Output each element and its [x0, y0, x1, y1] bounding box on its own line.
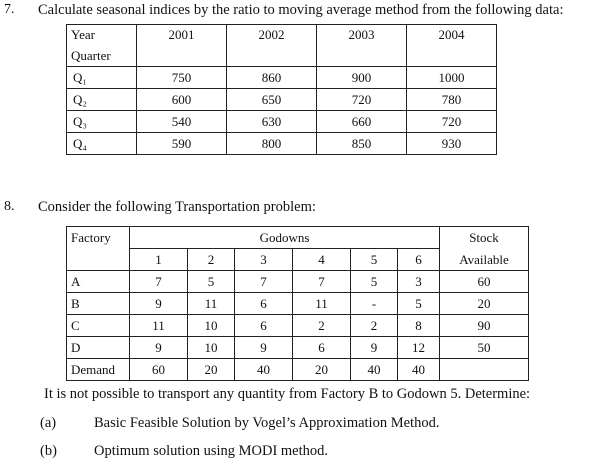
cost-cell: 11 [188, 293, 235, 315]
part-a-text: Basic Feasible Solution by Vogel’s Approximation Method. [94, 415, 440, 431]
constraint-note: It is not possible to transport any quantity from Factory B to Godown 5. Determine: [44, 386, 531, 402]
cost-cell: 12 [398, 337, 440, 359]
table-row [67, 315, 529, 337]
godown-number: 6 [398, 249, 440, 271]
question-8-number: 8. [4, 199, 15, 214]
value-cell: 800 [227, 133, 317, 155]
cost-cell: 8 [398, 315, 440, 337]
demand-cell: 20 [293, 359, 351, 381]
cost-cell: - [351, 293, 398, 315]
value-cell: 750 [137, 67, 227, 89]
godown-number: 3 [235, 249, 293, 271]
stock-header: Stock [440, 227, 529, 249]
table-row [67, 227, 529, 249]
cost-cell: 9 [130, 337, 188, 359]
godown-number: 5 [351, 249, 398, 271]
demand-cell: 60 [130, 359, 188, 381]
part-b-text: Optimum solution using MODI method. [94, 443, 329, 459]
cost-cell: 10 [188, 315, 235, 337]
value-cell: 630 [227, 111, 317, 133]
quarter-label: Q₄ [67, 133, 137, 155]
cost-cell: 9 [130, 293, 188, 315]
year-header: Year [67, 25, 137, 45]
cost-cell: 6 [235, 293, 293, 315]
demand-label: Demand [67, 359, 130, 381]
factory-label: B [67, 293, 130, 315]
value-cell: 900 [317, 67, 407, 89]
demand-cell: 40 [235, 359, 293, 381]
stock-cell: 50 [440, 337, 529, 359]
table-row [67, 293, 529, 315]
cost-cell: 5 [188, 271, 235, 293]
stock-cell: 90 [440, 315, 529, 337]
godown-number: 2 [188, 249, 235, 271]
demand-cell: 20 [188, 359, 235, 381]
table-row [67, 44, 497, 67]
quarter-label: Q₁ [67, 67, 137, 89]
cost-cell: 7 [235, 271, 293, 293]
cost-cell: 6 [293, 337, 351, 359]
table-row [67, 359, 529, 381]
cost-cell: 5 [398, 293, 440, 315]
cost-cell: 7 [293, 271, 351, 293]
year-cell: 2004 [407, 25, 497, 45]
stock-cell: 60 [440, 271, 529, 293]
cost-cell: 3 [398, 271, 440, 293]
table-row [67, 337, 529, 359]
factory-label: A [67, 271, 130, 293]
cost-cell: 5 [351, 271, 398, 293]
table-row [67, 111, 497, 133]
cost-cell: 2 [351, 315, 398, 337]
seasonal-data-table [66, 24, 497, 155]
value-cell: 540 [137, 111, 227, 133]
demand-cell: 40 [398, 359, 440, 381]
cost-cell: 7 [130, 271, 188, 293]
value-cell: 1000 [407, 67, 497, 89]
part-a-label: (a) [40, 415, 57, 431]
demand-cell: 40 [351, 359, 398, 381]
value-cell: 850 [317, 133, 407, 155]
factory-label: C [67, 315, 130, 337]
factory-label: D [67, 337, 130, 359]
part-b-label: (b) [40, 443, 57, 459]
cost-cell: 10 [188, 337, 235, 359]
godown-number: 4 [293, 249, 351, 271]
stock-cell: 20 [440, 293, 529, 315]
value-cell: 860 [227, 67, 317, 89]
cost-cell: 6 [235, 315, 293, 337]
question-8-text: Consider the following Transportation problem: [38, 199, 316, 215]
question-7-text: Calculate seasonal indices by the ratio to moving average method from the following data: [38, 2, 564, 18]
cost-cell: 9 [351, 337, 398, 359]
year-cell: 2002 [227, 25, 317, 45]
table-row [67, 89, 497, 111]
value-cell: 650 [227, 89, 317, 111]
year-cell: 2003 [317, 25, 407, 45]
cost-cell: 9 [235, 337, 293, 359]
value-cell: 930 [407, 133, 497, 155]
table-row [67, 271, 529, 293]
transportation-table [66, 226, 529, 381]
table-row [67, 133, 497, 155]
quarter-label: Q₃ [67, 111, 137, 133]
value-cell: 720 [407, 111, 497, 133]
quarter-label: Q₂ [67, 89, 137, 111]
value-cell: 720 [317, 89, 407, 111]
question-7-number: 7. [4, 2, 15, 17]
value-cell: 600 [137, 89, 227, 111]
value-cell: 590 [137, 133, 227, 155]
table-row [67, 25, 497, 45]
available-header: Available [440, 249, 529, 271]
value-cell: 780 [407, 89, 497, 111]
quarter-header: Quarter [67, 44, 137, 67]
godowns-header: Godowns [130, 227, 440, 249]
year-cell: 2001 [137, 25, 227, 45]
cost-cell: 2 [293, 315, 351, 337]
table-row [67, 249, 529, 271]
cost-cell: 11 [130, 315, 188, 337]
cost-cell: 11 [293, 293, 351, 315]
table-row [67, 67, 497, 89]
godown-number: 1 [130, 249, 188, 271]
value-cell: 660 [317, 111, 407, 133]
factory-header: Factory [67, 227, 130, 249]
